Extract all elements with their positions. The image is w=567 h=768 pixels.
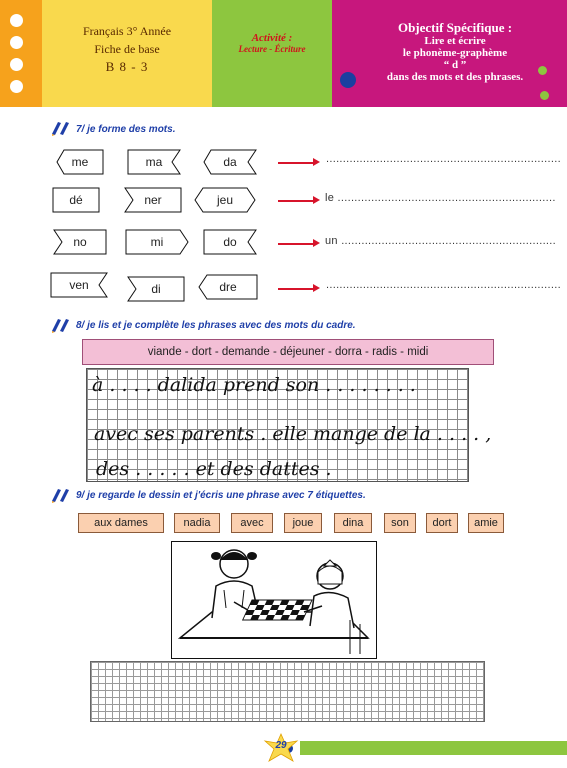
- answer-line[interactable]: ......................................................................: [326, 153, 561, 165]
- binder-ring-icon: [10, 36, 23, 49]
- answer-line[interactable]: ......................................................................: [326, 279, 561, 291]
- answer-line[interactable]: [325, 235, 556, 247]
- binder-ring-icon: [10, 80, 23, 93]
- arrow-head-icon: [313, 284, 320, 292]
- label-tag[interactable]: son: [384, 513, 416, 533]
- objective-line: le phonème-graphème: [402, 47, 508, 59]
- word-tile[interactable]: [53, 229, 107, 255]
- pencil-icon: [50, 317, 74, 338]
- word-tile[interactable]: [52, 187, 100, 213]
- word-tile[interactable]: [124, 187, 182, 213]
- word-tile[interactable]: [194, 187, 256, 213]
- binder-ring-icon: [10, 14, 23, 27]
- objective-line: Lire et écrire: [424, 35, 486, 47]
- word-tile-label: dé: [69, 193, 83, 207]
- handwritten-line: à . . . . dalida prend son . . . . . . . .: [92, 374, 416, 396]
- label-tag[interactable]: dort: [426, 513, 458, 533]
- word-tile[interactable]: [127, 276, 185, 302]
- label-tag[interactable]: aux dames: [78, 513, 164, 533]
- label-tag[interactable]: avec: [231, 513, 273, 533]
- answer-prefix: le: [325, 192, 335, 204]
- word-tile[interactable]: [56, 149, 104, 175]
- binder-ring-icon: [10, 58, 23, 71]
- word-tile-label: jeu: [216, 193, 233, 207]
- arrow-icon: [278, 162, 314, 164]
- word-tile[interactable]: [198, 274, 258, 300]
- word-tile-label: di: [151, 282, 161, 296]
- section9-title: 9/ je regarde le dessin et j'écris une phrase avec 7 étiquettes.: [76, 490, 366, 501]
- word-tile-label: ner: [144, 193, 162, 207]
- label-tag[interactable]: amie: [468, 513, 504, 533]
- handwritten-line: avec ses parents . elle mange de la . . . . ,: [94, 423, 492, 445]
- word-bank-box: viande - dort - demande - déjeuner - dorra - radis - midi: [82, 339, 494, 365]
- objective-line: dans des mots et des phrases.: [386, 71, 524, 83]
- arrow-icon: [278, 200, 314, 202]
- pencil-icon: [50, 120, 74, 141]
- header-level: Français 3° Année: [82, 24, 172, 38]
- word-tile[interactable]: [203, 229, 257, 255]
- header-code: B 8 - 3: [105, 59, 149, 74]
- label-tag[interactable]: dina: [334, 513, 372, 533]
- answer-dots: .................................................................: [337, 192, 556, 204]
- arrow-icon: [278, 243, 314, 245]
- answer-line[interactable]: [325, 192, 556, 204]
- objective-block: [360, 20, 550, 83]
- arrow-head-icon: [313, 158, 320, 166]
- checkers-illustration: [171, 541, 377, 659]
- arrow-head-icon: [313, 196, 320, 204]
- header-level-block: [42, 22, 212, 76]
- answer-prefix: un: [325, 235, 338, 247]
- activity-subtitle: Lecture - Écriture: [238, 44, 306, 54]
- word-tile-label: dre: [219, 280, 237, 294]
- arrow-icon: [278, 288, 314, 290]
- section8-title: 8/ je lis et je complète les phrases avec des mots du cadre.: [76, 320, 356, 331]
- word-tile-label: ven: [69, 278, 89, 292]
- word-tile-label: me: [71, 155, 89, 169]
- word-tile[interactable]: [203, 149, 257, 175]
- word-tile-label: da: [223, 155, 237, 169]
- activity-title: Activité :: [251, 32, 293, 44]
- header-sheet-type: Fiche de base: [94, 42, 160, 56]
- word-tile[interactable]: [127, 149, 181, 175]
- word-tile[interactable]: [125, 229, 189, 255]
- arrow-head-icon: [313, 239, 320, 247]
- answer-dots: ................................................................: [341, 235, 556, 247]
- handwritten-line: des . . . . . et des dattes .: [96, 458, 332, 480]
- word-tile-label: no: [73, 235, 87, 249]
- page-number: 29: [275, 740, 287, 751]
- word-tile-label: ma: [145, 155, 163, 169]
- objective-title: Objectif Spécifique :: [397, 20, 513, 35]
- word-tile-label: do: [223, 235, 237, 249]
- sentence-writing-grid[interactable]: [90, 661, 485, 722]
- label-tag[interactable]: joue: [284, 513, 322, 533]
- section7-title: 7/ je forme des mots.: [76, 124, 176, 135]
- word-tile[interactable]: [50, 272, 108, 298]
- footer-green-bar: [300, 741, 567, 755]
- decorative-dot-icon: [340, 72, 356, 88]
- label-tag[interactable]: nadia: [174, 513, 220, 533]
- pencil-icon: [50, 487, 74, 508]
- decorative-dot-icon: [540, 91, 549, 100]
- activity-block: [212, 32, 332, 54]
- objective-line: “ d ”: [443, 59, 467, 71]
- decorative-dot-icon: [538, 66, 547, 75]
- word-tile-label: mi: [150, 235, 164, 249]
